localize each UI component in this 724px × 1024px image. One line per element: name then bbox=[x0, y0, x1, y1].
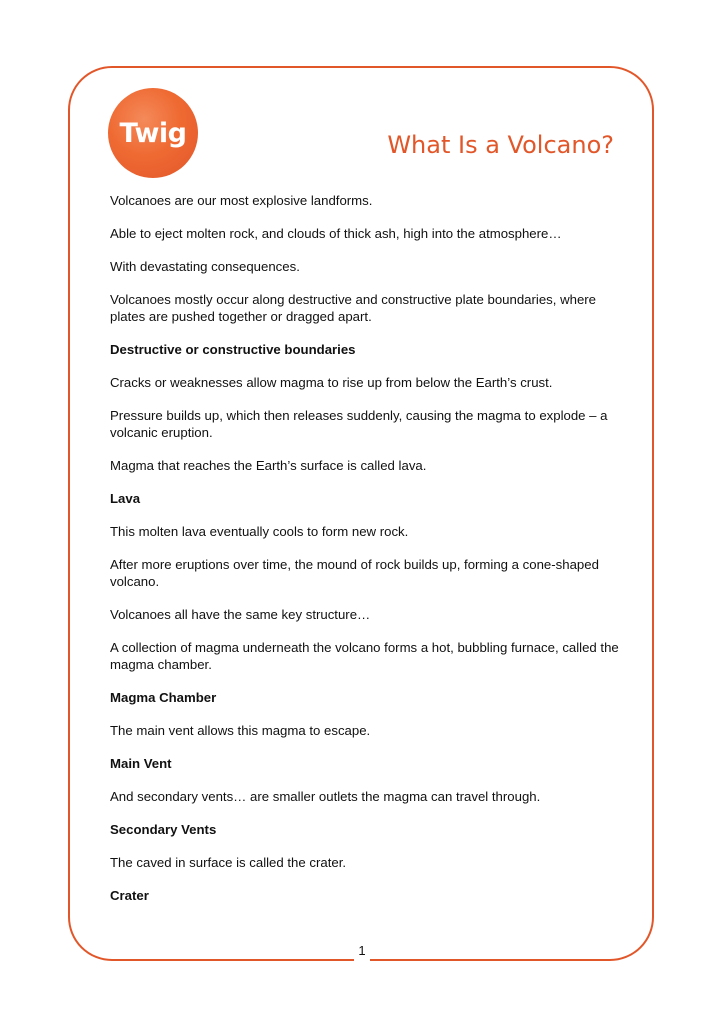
section-heading: Crater bbox=[110, 888, 149, 903]
body-paragraph: Volcanoes are our most explosive landforms. bbox=[110, 193, 373, 208]
section-heading: Destructive or constructive boundaries bbox=[110, 342, 356, 357]
body-paragraph: Cracks or weaknesses allow magma to rise up from below the Earth’s crust. bbox=[110, 375, 553, 390]
body-paragraph: The main vent allows this magma to escape. bbox=[110, 723, 371, 738]
body-paragraph: Volcanoes all have the same key structure… bbox=[110, 607, 371, 622]
section-heading: Secondary Vents bbox=[110, 822, 217, 837]
body-paragraph: Able to eject molten rock, and clouds of thick ash, high into the atmosphere… bbox=[110, 226, 562, 241]
body-paragraph: And secondary vents… are smaller outlets the magma can travel through. bbox=[110, 789, 541, 804]
body-paragraph: Pressure builds up, which then releases suddenly, causing the magma to explode – a volcanic eruption. bbox=[110, 408, 608, 440]
body-paragraph: Magma that reaches the Earth’s surface is called lava. bbox=[110, 458, 427, 473]
body-paragraph: Volcanoes mostly occur along destructive and constructive plate boundaries, where plates are pushed together or dragged apart. bbox=[110, 292, 597, 324]
page-number: 1 bbox=[354, 942, 370, 966]
twig-logo bbox=[108, 88, 198, 178]
body-content bbox=[110, 192, 624, 920]
section-heading: Magma Chamber bbox=[110, 690, 217, 705]
body-paragraph: A collection of magma underneath the volcano forms a hot, bubbling furnace, called the magma chamber. bbox=[110, 640, 619, 672]
logo-text: Twig bbox=[119, 117, 187, 149]
body-paragraph: After more eruptions over time, the mound of rock builds up, forming a cone-shaped volcano. bbox=[110, 557, 599, 589]
body-paragraph: With devastating consequences. bbox=[110, 259, 300, 274]
body-paragraph: The caved in surface is called the crater. bbox=[110, 855, 347, 870]
section-heading: Lava bbox=[110, 491, 141, 506]
body-paragraph: This molten lava eventually cools to form new rock. bbox=[110, 524, 409, 539]
page-title: What Is a Volcano? bbox=[387, 131, 614, 159]
section-heading: Main Vent bbox=[110, 756, 172, 771]
